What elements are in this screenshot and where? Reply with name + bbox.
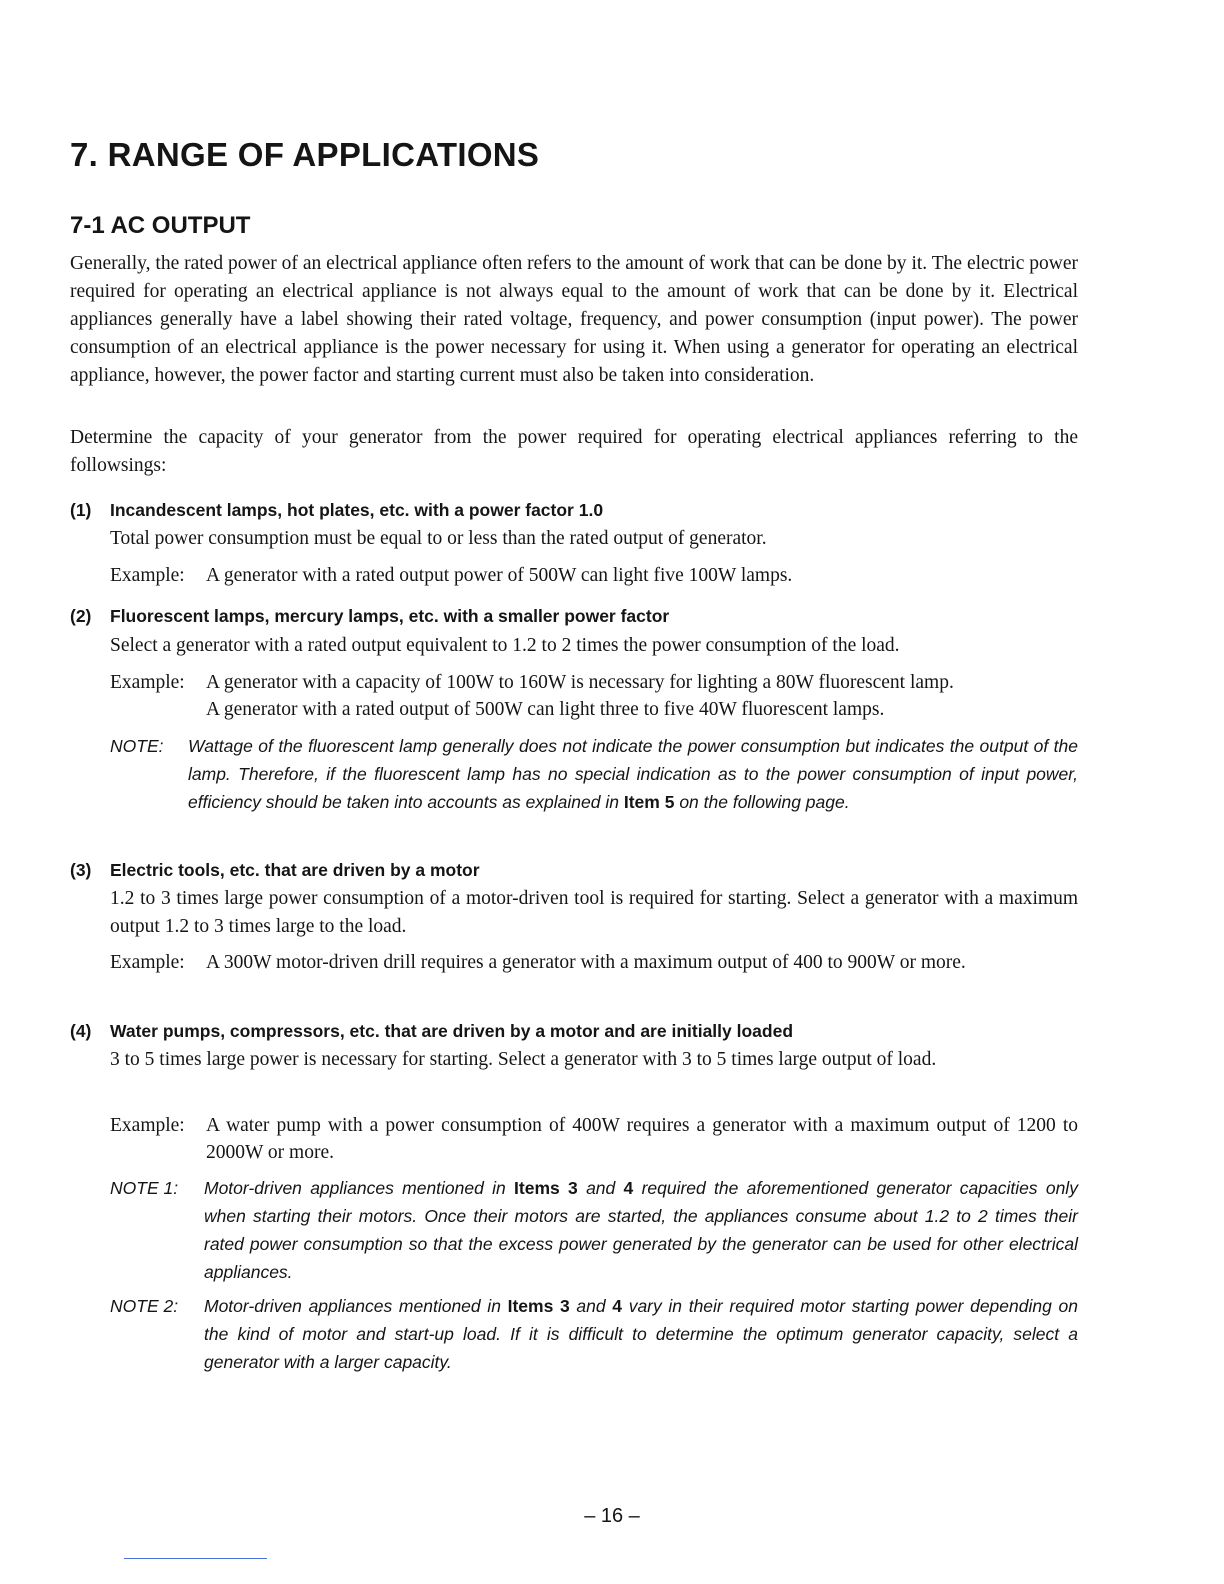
example-text: A water pump with a power consumption of 400W requires a generator with a maximum output of 1200 to 2000W or more.	[206, 1115, 1078, 1163]
note-2-text-c: vary in their required motor starting power depending on the kind of motor and start-up load. If it is difficult to determine the optimum generator capacity, select a generator with a larger capacity.	[204, 1296, 1078, 1372]
example-text: A generator with a rated output power of 500W can light five 100W lamps.	[206, 565, 793, 586]
note-2-text	[204, 1292, 1078, 1376]
item-3-body: 1.2 to 3 times large power consumption of a motor-driven tool is required for starting. Select a generator with a maximum output 1.2 to 3 times large to the load.	[110, 888, 1078, 937]
item-3-example	[110, 949, 1078, 976]
chapter-title: 7. RANGE OF APPLICATIONS	[70, 136, 540, 173]
page-number: – 16 –	[584, 1505, 640, 1527]
item-2-heading-text: Fluorescent lamps, mercury lamps, etc. with a smaller power factor	[110, 606, 670, 626]
note-1-text-a: Motor-driven appliances mentioned in	[204, 1178, 506, 1198]
item-2-number: (2)	[70, 606, 92, 626]
item-1-example	[110, 562, 1078, 589]
note-2-text-b: and	[576, 1296, 606, 1316]
footer-divider	[124, 1558, 267, 1559]
intro-paragraph: Generally, the rated power of an electrical appliance often refers to the amount of work that can be done by it. The electric power required for operating an electrical appliance is not always equal to the amount of work that can be done by it. Electrical appliances generally have a label showing their rated voltage, frequency, and power consumption (input power). The power consumption of an electrical appliance is the power necessary for using it. When using a generator for operating an electrical appliance, however, the power factor and starting current must also be taken into consideration.	[70, 253, 1078, 386]
note-1-text	[204, 1174, 1078, 1286]
note-text-a: Wattage of the fluorescent lamp generally does not indicate the power consumption but indicates the output of the lamp. Therefore, if the fluorescent lamp has no special indication as to the power consumption of input power, efficiency should be taken into accounts as explained in	[188, 736, 1078, 812]
example-text: A 300W motor-driven drill requires a generator with a maximum output of 400 to 900W or more.	[206, 952, 966, 973]
item-2-note	[110, 732, 1078, 816]
note-2-label: NOTE 2:	[110, 1296, 179, 1316]
note-text-b: on the following page.	[679, 792, 850, 812]
note-1-ref-items-3: Items 3	[514, 1178, 578, 1198]
item-4-note-1	[110, 1174, 1078, 1286]
example-text-1: A generator with a capacity of 100W to 160W is necessary for lighting a 80W fluorescent lamp.	[206, 672, 954, 693]
item-4-number: (4)	[70, 1021, 92, 1041]
item-3-heading-text: Electric tools, etc. that are driven by a motor	[110, 860, 480, 880]
item-2-heading	[70, 606, 669, 627]
item-3-heading	[70, 860, 480, 881]
item-2-body: Select a generator with a rated output equivalent to 1.2 to 2 times the power consumption of the load.	[110, 635, 900, 656]
note-1-text-c: required the aforementioned generator capacities only when starting their motors. Once their motors are started, the appliances consume about 1.2 to 2 times their rated power consumption so that the excess power generated by the generator can be used for other electrical appliances.	[204, 1178, 1078, 1282]
item-1-heading-text: Incandescent lamps, hot plates, etc. with a power factor 1.0	[110, 500, 604, 520]
determine-paragraph: Determine the capacity of your generator from the power required for operating electrical appliances referring to the followsings:	[70, 427, 1078, 476]
item-4-heading	[70, 1021, 793, 1042]
item-1-heading	[70, 500, 603, 521]
note-2-ref-items-3: Items 3	[507, 1296, 570, 1316]
section-title: 7-1 AC OUTPUT	[70, 212, 251, 239]
note-2-ref-4: 4	[612, 1296, 623, 1316]
example-label: Example:	[110, 1115, 185, 1136]
note-1-ref-4: 4	[623, 1178, 634, 1198]
note-2-text-a: Motor-driven appliances mentioned in	[204, 1296, 501, 1316]
item-3-number: (3)	[70, 860, 92, 880]
item-1-body: Total power consumption must be equal to or less than the rated output of generator.	[110, 528, 767, 549]
example-label: Example:	[110, 672, 185, 693]
item-4-note-2	[110, 1292, 1078, 1376]
example-label: Example:	[110, 952, 185, 973]
example-label: Example:	[110, 565, 185, 586]
note-label: NOTE:	[110, 736, 164, 756]
item-1-number: (1)	[70, 500, 92, 520]
item-4-heading-text: Water pumps, compressors, etc. that are driven by a motor and are initially loaded	[110, 1021, 794, 1041]
item-4-body: 3 to 5 times large power is necessary for starting. Select a generator with 3 to 5 times large output of load.	[110, 1049, 937, 1070]
item-4-example	[110, 1112, 1078, 1166]
example-text-2: A generator with a rated output of 500W can light three to five 40W fluorescent lamps.	[206, 699, 885, 720]
item-2-example	[110, 669, 1078, 723]
note-1-text-b: and	[586, 1178, 616, 1198]
note-ref-item-5: Item 5	[623, 792, 675, 812]
note-1-label: NOTE 1:	[110, 1178, 179, 1198]
note-text	[188, 732, 1078, 816]
